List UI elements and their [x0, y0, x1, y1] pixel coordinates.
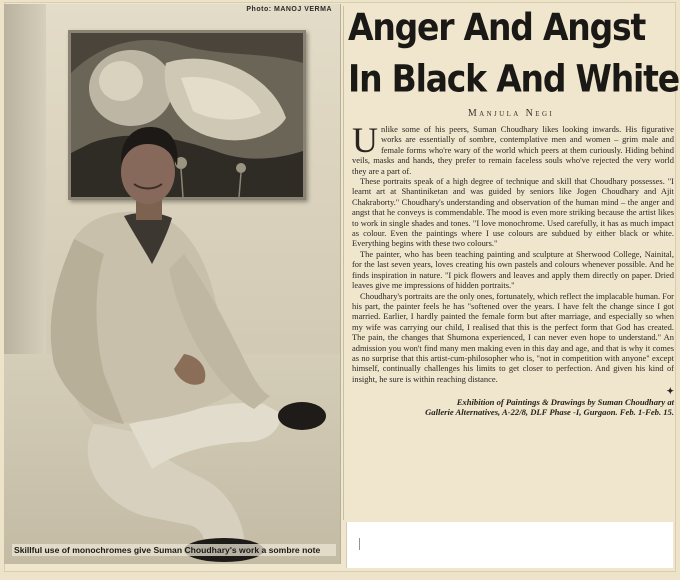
- paragraph-1: [352, 120, 674, 176]
- paragraph-4: Choudhary's portraits are the only ones, fortunately, which reflect the implacable human. For his part, the painter feels he has "softened over the years. I have felt the change since I got married. Earlier, I hardly painted the female form but after marriage, and especially so when my wife was carrying our child, I realised that this is the perfect form that God has created. The pain, the changes that Shumona experienced, I can never even hope to understand." An admission you won't find many men making even in this day and age, and that is why it comes as no surprise that this artist-cum-philosopher who is, "not in competition with anyone" except himself, continually challenges his limits to get closer to perfection. And given his kind of insight, he sure is within reaching distance.: [352, 290, 674, 384]
- photo-caption: Skillful use of monochromes give Suman Choudhary's work a sombre note: [12, 544, 336, 556]
- photo-credit: Photo: MANOJ VERMA: [246, 6, 332, 13]
- paragraph-3: The painter, who has been teaching painting and sculpture at Sherwood College, Nainital, for the last seven years, loves creating his own pastels and colours whenever possible. And he finds inspiration in nature. "I pick flowers and leaves and apply them directly on paper. Dried leaves give me impressions of hidden portraits.": [352, 248, 674, 291]
- artist-portrait: [34, 124, 334, 564]
- article: [346, 0, 679, 520]
- drop-cap: U: [352, 120, 378, 160]
- end-mark-icon: ✦: [666, 386, 674, 397]
- exhibition-line-2: Gallerie Alternatives, A-22/8, DLF Phase -I, Gurgaon. Feb. 1-Feb. 15.: [425, 407, 674, 418]
- exhibition-line-1: Exhibition of Paintings & Drawings by Suman Choudhary at: [456, 396, 674, 407]
- paragraph-1-text: nlike some of his peers, Suman Choudhary likes looking inwards. His figurative works are essentially of sombre, contemplative men and women – grim male and female forms who're wary of the world which peers at them curiously. Hiding behind veils, masks and hands, they prefer to remain faceless souls who've rejected the very world they are a part of.: [352, 124, 674, 176]
- exhibition-details: [352, 386, 674, 418]
- paragraph-2: These portraits speak of a high degree of technique and skill that Choudhary possesses. "I learnt art at Shantiniketan and was guided by seniors like Jogen Choudhary and Ajit Chakraborty." Choudhary's understanding and observation of the human mind – the anger and angst that he conveys is commendable. The mood is even more striking because the artist likes to work in single shades and tones. "I love monochrome. Used carefully, it has as much impact as colour. Even the paintings where I use colours are subdued by either black or white. Everything begins with these two colours.": [352, 176, 674, 249]
- column-divider: [343, 6, 344, 520]
- headline-line-2: In Black And White: [348, 56, 679, 101]
- article-body: [352, 120, 674, 418]
- margin-mark: [359, 538, 360, 550]
- headline-line-1: Anger And Angst: [348, 5, 646, 50]
- article-headline: [348, 2, 678, 105]
- article-photo: [4, 4, 341, 564]
- article-byline: Manjula Negi: [467, 108, 555, 119]
- blank-margin: [346, 522, 673, 568]
